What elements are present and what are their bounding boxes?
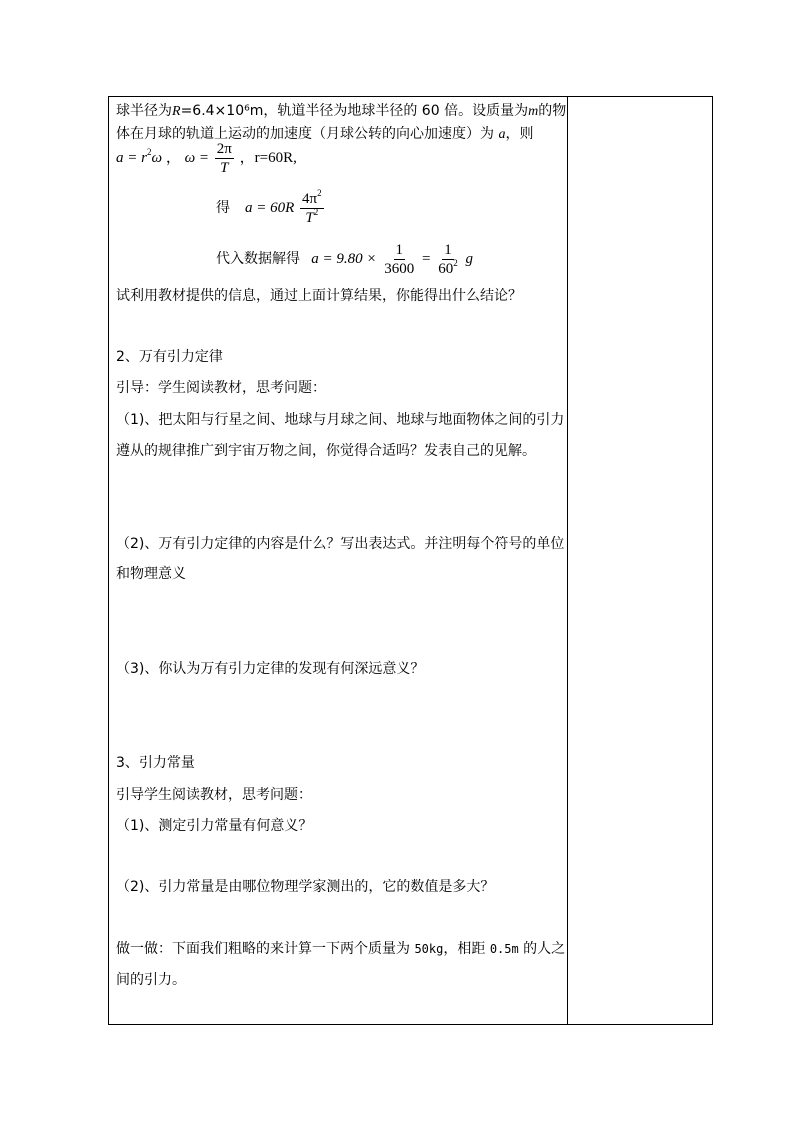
try-it-line-1: 做一做：下面我们粗略的来计算一下两个质量为 50kg，相距 0.5m 的人之: [116, 941, 566, 957]
section-2-question-2a: （2)、万有引力定律的内容是什么？写出表达式。并注明每个符号的单位: [116, 536, 565, 552]
section-2-question-2b: 和物理意义: [116, 566, 186, 582]
section-3-title: 3、引力常量: [116, 755, 195, 771]
section-2-title: 2、万有引力定律: [116, 349, 223, 365]
text-line-1: 球半径为R=6.4×10⁶m，轨道半径为地球半径的 60 倍。设质量为m的物: [116, 103, 567, 119]
text-line-2: 体在月球的轨道上运动的加速度（月球公转的向心加速度）为 a，则: [116, 126, 534, 142]
formula-line-5: 代入数据解得 a = 9.80 × $\frac{1}{3600}$ = $\frac{1}{60^2}$ g: [216, 242, 473, 277]
fraction-3600: $\frac{1}{3600}$: [384, 242, 415, 277]
section-2-question-1b: 遵从的规律推广到宇宙万物之间，你觉得合适吗？发表自己的见解。: [116, 443, 536, 459]
omega-fraction: $\frac{2\pi}{T}$: [216, 141, 232, 176]
section-3-intro: 引导学生阅读教材，思考问题：: [116, 787, 312, 803]
section-2-question-3: （3)、你认为万有引力定律的发现有何深远意义？: [116, 661, 425, 677]
worksheet-table: [108, 96, 713, 1025]
formula-line-4: 得 a = 60R $\frac{4\pi^2}{T^2}$: [216, 188, 322, 226]
section-3-question-2: （2)、引力常量是由哪位物理学家测出的，它的数值是多大？: [116, 879, 495, 895]
section-3-question-1: （1)、测定引力常量有何意义？: [116, 818, 313, 834]
try-it-line-2: 间的引力。: [116, 972, 186, 988]
column-divider: [567, 97, 568, 1024]
conclusion-question: 试利用教材提供的信息，通过上面计算结果，你能得出什么结论？: [116, 288, 522, 304]
fraction-60-squared: $\frac{1}{60^2}$: [438, 242, 458, 277]
accel-fraction: $\frac{4\pi^2}{T^2}$: [302, 188, 322, 226]
formula-line-3: $a = r^2\omega$ ， ω = $\frac{2\pi}{T}$ ，r=60R,: [116, 141, 297, 176]
section-2-intro: 引导：学生阅读教材，思考问题：: [116, 380, 326, 396]
section-2-question-1a: （1)、把太阳与行星之间、地球与月球之间、地球与地面物体之间的引力: [116, 412, 565, 428]
